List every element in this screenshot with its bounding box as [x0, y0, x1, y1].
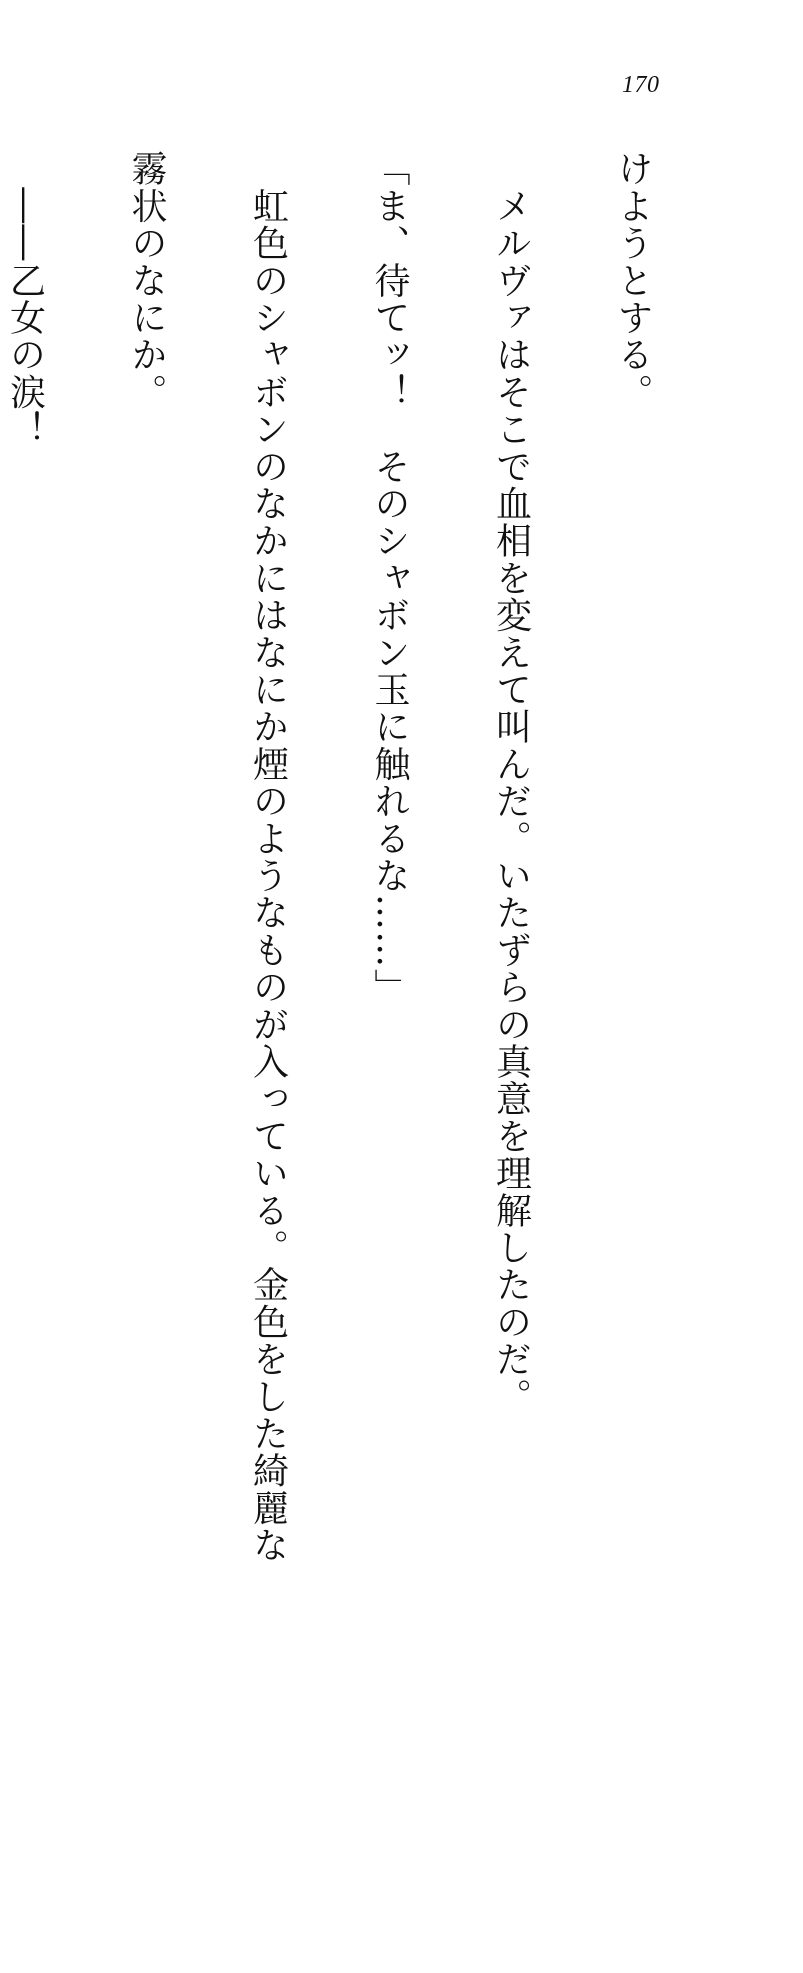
text-line-4: 虹色のシャボンのなかにはなにか煙のようなものが入っている。金色をした綺麗な: [247, 150, 289, 1564]
text-line-3: 「ま、待てッ！ そのシャボン玉に触れるな……」: [369, 150, 410, 1006]
text-line-2: メルヴァはそこで血相を変えて叫んだ。いたずらの真意を理解したのだ。: [490, 150, 532, 1415]
vertical-text-block: [4, 150, 733, 1564]
text-line-6: ――乙女の涙！: [4, 150, 46, 448]
text-line-5: 霧状のなにか。: [126, 150, 167, 411]
page-number: 170: [622, 72, 660, 98]
text-line-1: けようとする。: [612, 150, 653, 411]
